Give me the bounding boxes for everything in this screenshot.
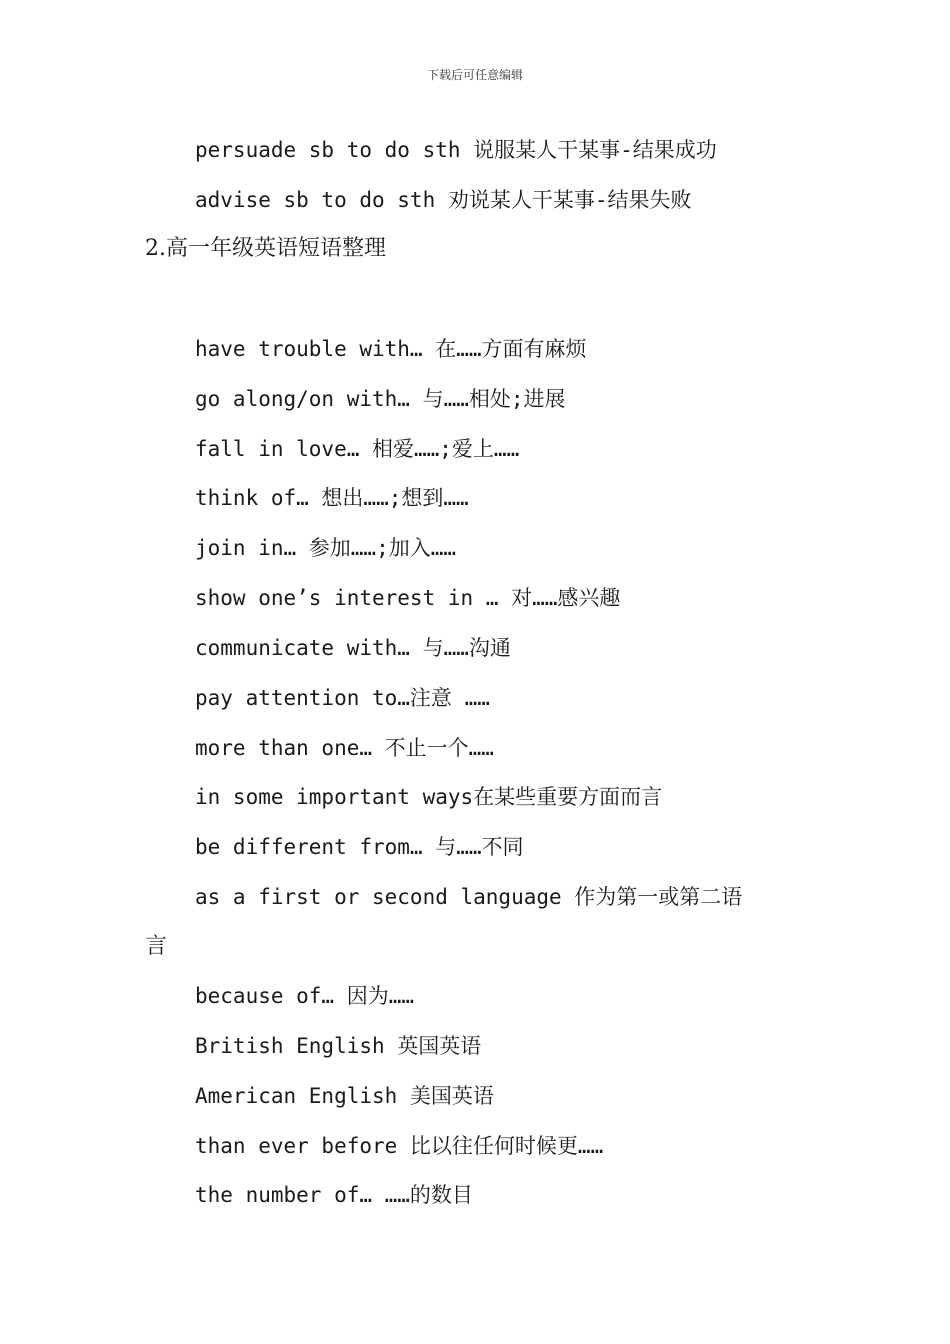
- phrase-line: join in… 参加……;加入……: [195, 536, 457, 560]
- phrase-line: persuade sb to do sth 说服某人干某事-结果成功: [195, 138, 717, 162]
- phrase-line: go along/on with… 与……相处;进展: [195, 387, 566, 411]
- phrase-line: think of… 想出……;想到……: [195, 486, 469, 510]
- phrase-line: more than one… 不止一个……: [195, 736, 494, 760]
- section-heading: 2.高一年级英语短语整理: [145, 236, 386, 261]
- phrase-line: pay attention to…注意 ……: [195, 686, 490, 710]
- phrase-line: than ever before 比以往任何时候更……: [195, 1134, 604, 1158]
- phrase-line: fall in love… 相爱……;爱上……: [195, 437, 520, 461]
- phrase-line: advise sb to do sth 劝说某人干某事-结果失败: [195, 188, 692, 212]
- phrase-line: as a first or second language 作为第一或第二语: [195, 885, 743, 909]
- phrase-line: communicate with… 与……沟通: [195, 636, 511, 660]
- phrase-line: the number of… ……的数目: [195, 1183, 473, 1207]
- phrase-line: American English 美国英语: [195, 1084, 494, 1108]
- phrase-line: show one’s interest in … 对……感兴趣: [195, 586, 621, 610]
- phrase-line: because of… 因为……: [195, 984, 415, 1008]
- phrase-line: be different from… 与……不同: [195, 835, 524, 859]
- phrase-line: in some important ways在某些重要方面而言: [195, 785, 663, 809]
- phrase-line: British English 英国英语: [195, 1034, 482, 1058]
- phrase-line: have trouble with… 在……方面有麻烦: [195, 337, 587, 361]
- page-header: 下载后可任意编辑: [426, 68, 523, 82]
- phrase-line-continuation: 言: [145, 934, 168, 959]
